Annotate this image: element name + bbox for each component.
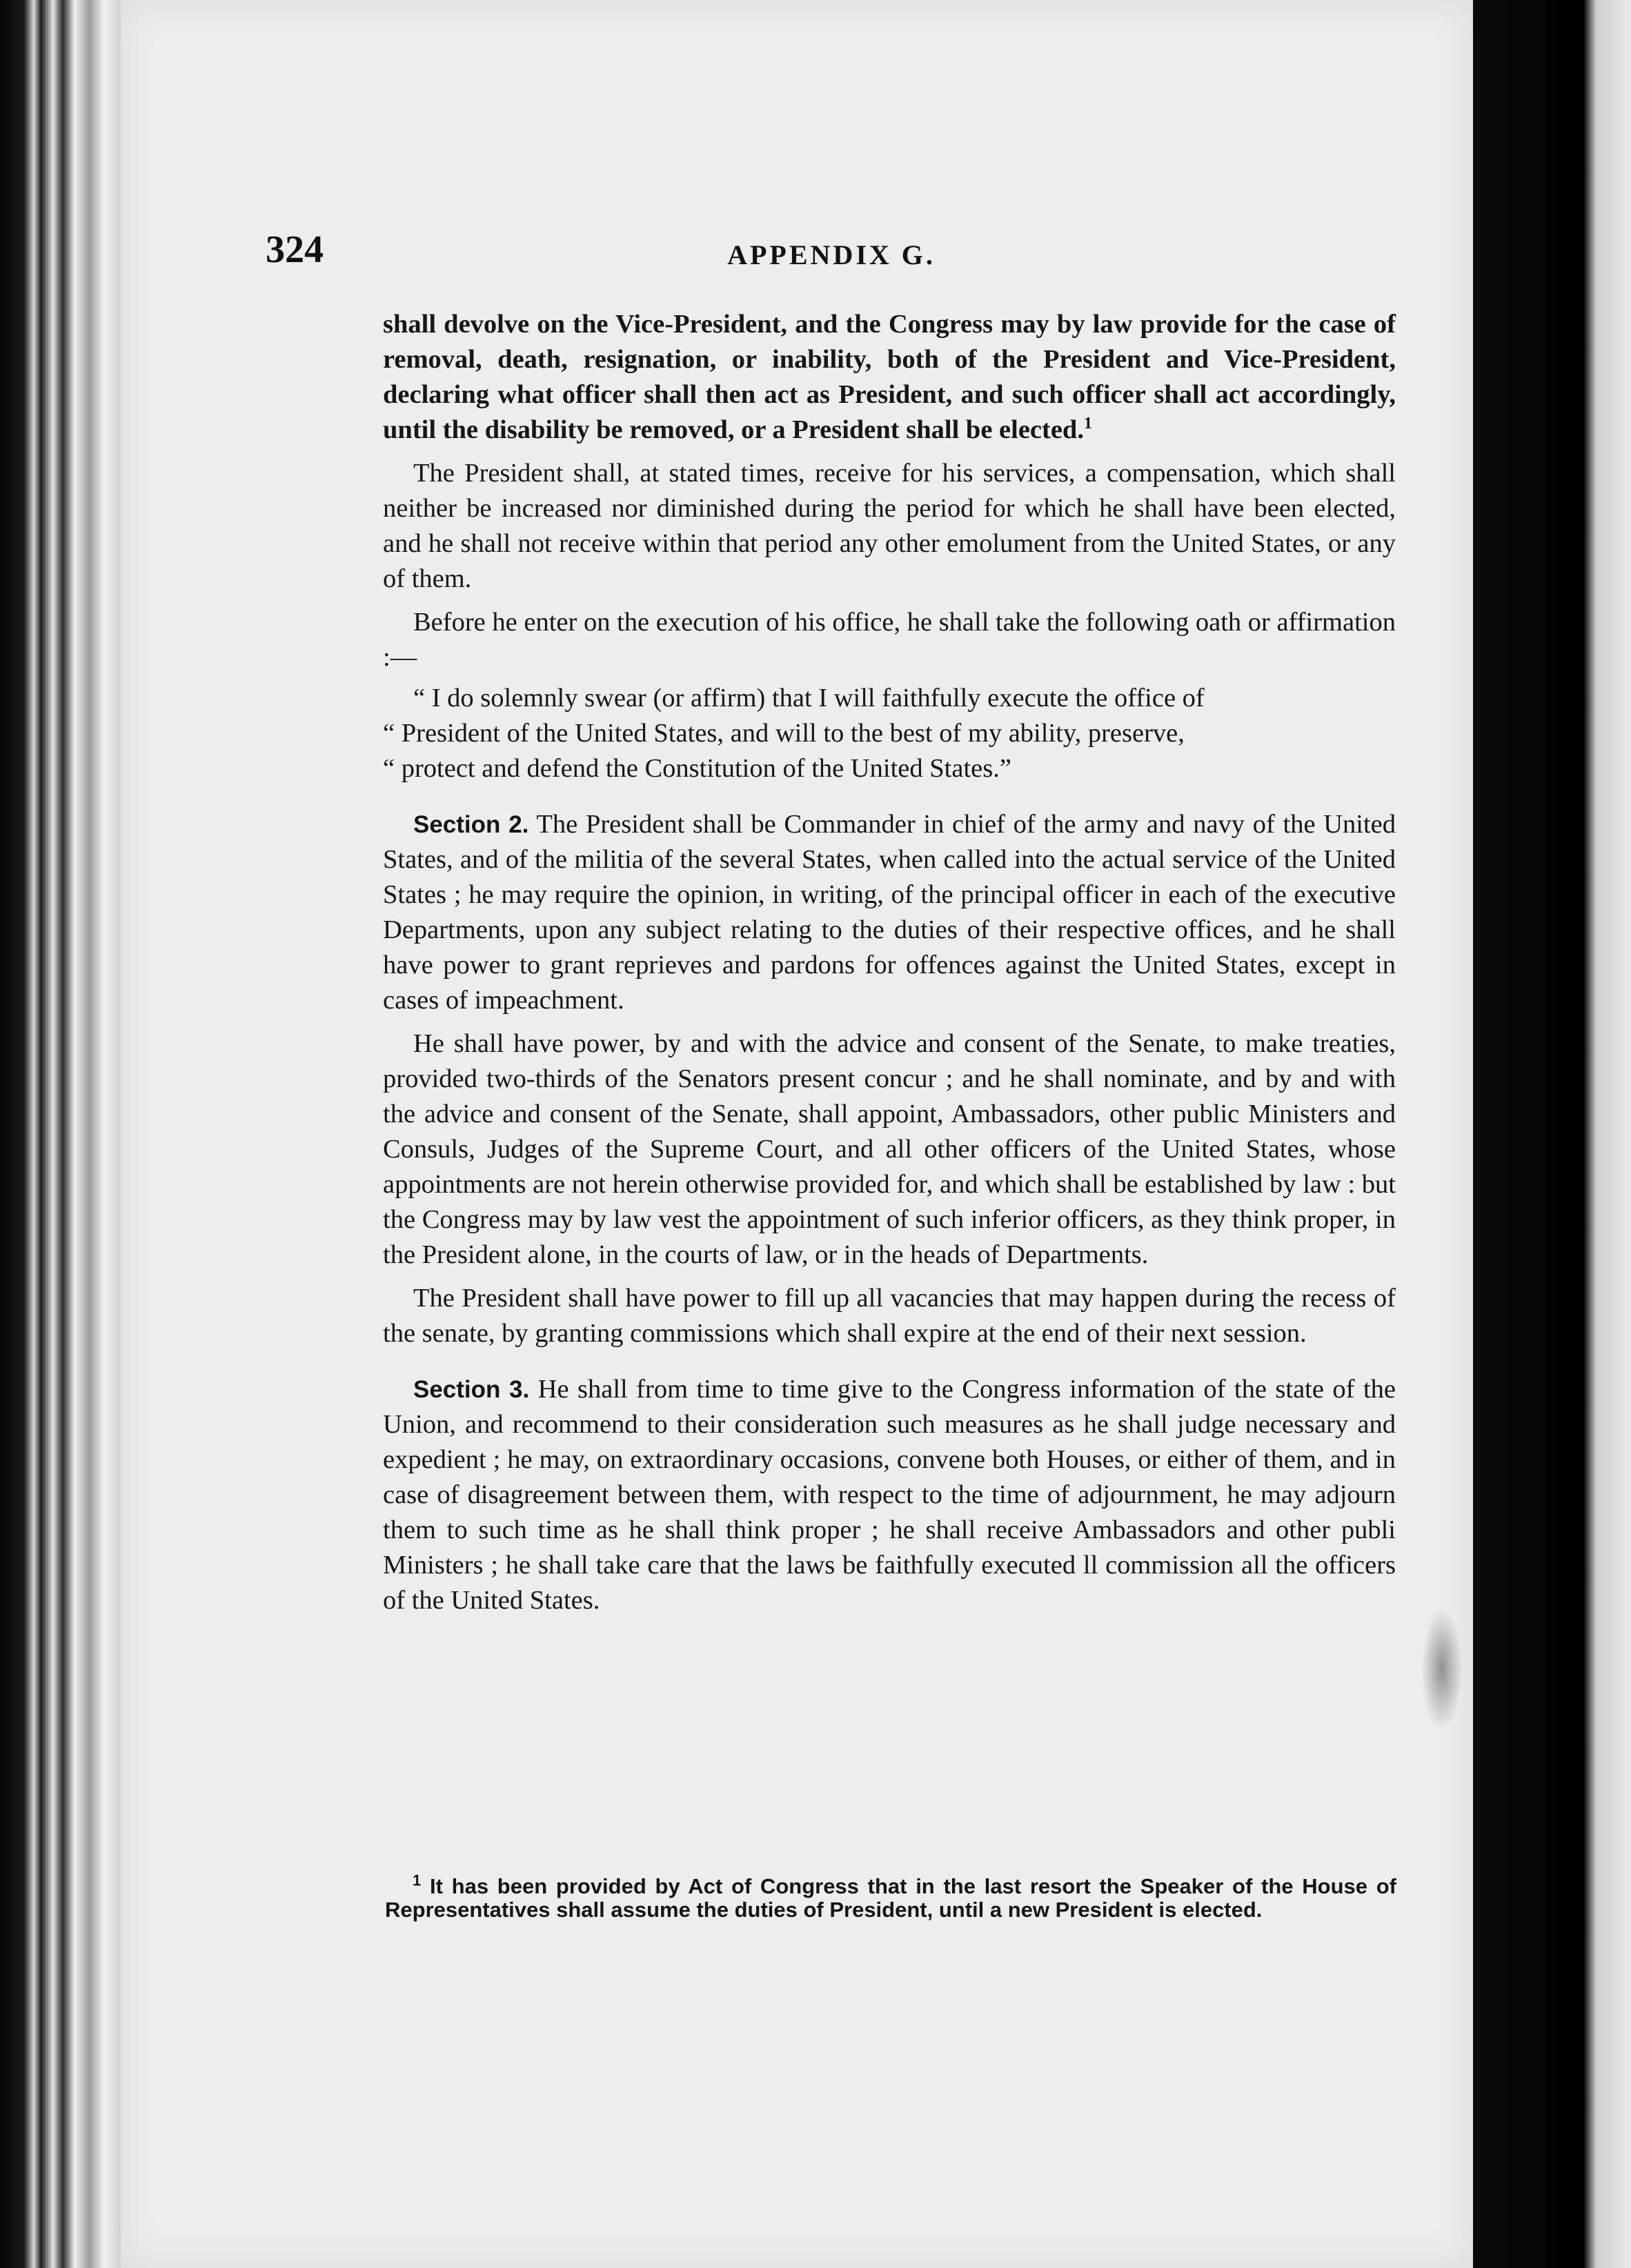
footnote-reference: 1 [1083,415,1092,433]
paragraph-oath-intro: Before he enter on the execution of his office, he shall take the following oath or affirmation :— [383,608,1396,672]
paragraph-text: shall devolve on the Vice-President, and the Congress may by law provide for the case of removal, death, resignation, or inability, both of the President and Vice-President, declaring what officer shall then act as President, and such officer shall act accordingly, until the disability be removed, or a President shall be elected. [383,310,1396,444]
page-edge-right [1473,0,1631,2268]
oath-line: “ protect and defend the Constitution of the United States.” [383,754,1011,783]
paragraph-text: The President shall be Commander in chief of the army and navy of the United States, and of the militia of the several States, when called into the actual service of the United States ; he may require the opinion, in writing, of the principal officer in each of the executive Departments, upon any subject relating to the duties of their respective offices, and he shall have power to grant reprieves and pardons for offences against the United States, except in cases of impeachment. [383,810,1396,1015]
footnote-marker: 1 [413,1871,422,1889]
oath-line: “ I do solemnly swear (or affirm) that I will faithfully execute the office of [413,684,1205,713]
oath-quote [383,681,1396,786]
page-body [383,307,1396,1618]
footnote [385,1871,1396,1922]
section-3-heading: Section 3. [413,1376,530,1403]
footnote-text: It has been provided by Act of Congress that in the last resort the Speaker of the House of Representatives shall assume the duties of President, until a new President is elected. [385,1874,1396,1922]
paragraph-vice-president-succession [383,307,1396,448]
running-head: APPENDIX G. [727,239,936,270]
paragraph-recess-vacancies: The President shall have power to fill up all vacancies that may happen during the recess of the senate, by granting commissions which shall expire at the end of their next session. [383,1284,1396,1348]
page-edge-left [0,0,121,2268]
section-3-paragraph [383,1372,1396,1618]
oath-line: “ President of the United States, and will to the best of my ability, preserve, [383,719,1185,748]
paragraph-treaties-appointments: He shall have power, by and with the advice and consent of the Senate, to make treaties, provided two-thirds of the Senators present concur ; and he shall nominate, and by and with the advice and consent of the Senate, shall appoint, Ambassadors, other public Ministers and Consuls, Judges of the Supreme Court, and all other officers of the United States, whose appointments are not herein otherwise provided for, and which shall be established by law : but the Congress may by law vest the appointment of such inferior officers, as they think proper, in the President alone, in the courts of law, or in the heads of Departments. [383,1029,1396,1269]
section-2-paragraph [383,807,1396,1018]
scan-smudge [1421,1607,1463,1731]
section-2-heading: Section 2. [413,811,529,838]
page-header [266,228,1397,283]
paragraph-text: He shall from time to time give to the Congress information of the state of the Union, and recommend to their consideration such measures as he shall judge necessary and expedient ; he may, on extraordinary occasions, convene both Houses, or either of them, and in case of disagreement between them, with respect to the time of adjournment, he may adjourn them to such time as he shall think proper ; he shall receive Ambassadors and other publi Ministers ; he shall take care that the laws be faithfully executed ll commission all the officers of the United States. [383,1375,1396,1615]
page-number: 324 [266,228,324,271]
paragraph-compensation: The President shall, at stated times, receive for his services, a compensation, which shall neither be increased nor diminished during the period for which he shall have been elected, and he shall not receive within that period any other emolument from the United States, or any of them. [383,459,1396,593]
